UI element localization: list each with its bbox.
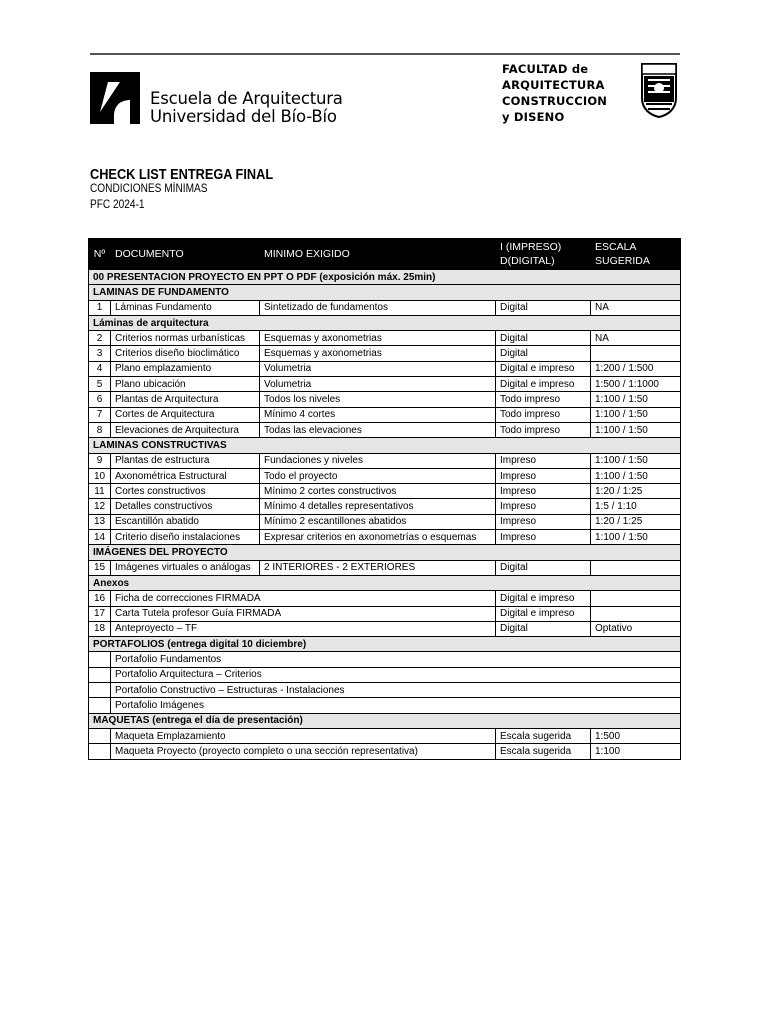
- row-documento: Criterios normas urbanísticas: [111, 331, 260, 346]
- row-escala: 1:500: [591, 728, 681, 743]
- row-number: [89, 652, 111, 667]
- row-number: [89, 698, 111, 713]
- row-formato: Digital: [496, 621, 591, 636]
- table-row: [89, 377, 681, 392]
- table-row: [89, 468, 681, 483]
- row-escala: 1:5 / 1:10: [591, 499, 681, 514]
- section-label: Anexos: [89, 575, 681, 590]
- table-row: [89, 331, 681, 346]
- row-formato: Todo impreso: [496, 407, 591, 422]
- university-seal-icon: [640, 62, 678, 118]
- table-row: [89, 667, 681, 682]
- section-label: LAMINAS CONSTRUCTIVAS: [89, 438, 681, 453]
- row-minimo: Volumetria: [260, 377, 496, 392]
- header-minimo: [260, 239, 496, 270]
- row-documento: Detalles constructivos: [111, 499, 260, 514]
- header-minimo-label: MINIMO EXIGIDO: [264, 248, 350, 260]
- row-minimo: Esquemas y axonometrias: [260, 331, 496, 346]
- header-documento: [111, 239, 260, 270]
- row-escala: 1:100 / 1:50: [591, 453, 681, 468]
- row-documento: Plantas de estructura: [111, 453, 260, 468]
- row-escala: 1:100: [591, 744, 681, 759]
- school-logo-icon: [90, 72, 140, 124]
- row-formato: Digital: [496, 560, 591, 575]
- row-number: [89, 744, 111, 759]
- row-minimo: Todo el proyecto: [260, 468, 496, 483]
- row-formato: Todo impreso: [496, 392, 591, 407]
- table-row: [89, 591, 681, 606]
- row-formato: Digital: [496, 300, 591, 315]
- row-documento: Plantas de Arquitectura: [111, 392, 260, 407]
- row-formato: Digital e impreso: [496, 361, 591, 376]
- row-escala: 1:500 / 1:1000: [591, 377, 681, 392]
- row-escala: NA: [591, 331, 681, 346]
- faculty-line4: y DISENO: [502, 110, 565, 124]
- row-minimo: Mínimo 2 cortes constructivos: [260, 484, 496, 499]
- row-escala: NA: [591, 300, 681, 315]
- row-documento: Portafolio Constructivo – Estructuras - Instalaciones: [111, 683, 681, 698]
- row-number: 6: [89, 392, 111, 407]
- school-name-line1: Escuela de Arquitectura: [150, 89, 343, 108]
- row-minimo: Todas las elevaciones: [260, 422, 496, 437]
- row-formato: Impreso: [496, 453, 591, 468]
- row-number: 12: [89, 499, 111, 514]
- section-label: LAMINAS DE FUNDAMENTO: [89, 285, 681, 300]
- table-row: [89, 530, 681, 545]
- table-row: [89, 652, 681, 667]
- row-escala: [591, 560, 681, 575]
- table-row: [89, 744, 681, 759]
- row-documento: Escantillón abatido: [111, 514, 260, 529]
- row-minimo: Expresar criterios en axonometrías o esquemas: [260, 530, 496, 545]
- row-formato: Todo impreso: [496, 422, 591, 437]
- row-escala: [591, 346, 681, 361]
- row-number: 18: [89, 621, 111, 636]
- header-documento-label: DOCUMENTO: [115, 248, 184, 260]
- section-label: IMÁGENES DEL PROYECTO: [89, 545, 681, 560]
- row-number: [89, 667, 111, 682]
- table-row: [89, 621, 681, 636]
- row-documento: Maqueta Proyecto (proyecto completo o una sección representativa): [111, 744, 496, 759]
- row-number: [89, 683, 111, 698]
- table-row: [89, 392, 681, 407]
- school-name-line2: Universidad del Bío-Bío: [150, 107, 337, 126]
- header-formato-line1: I (IMPRESO): [500, 241, 562, 253]
- row-escala: [591, 591, 681, 606]
- table-row: [89, 683, 681, 698]
- header-rule: [90, 53, 680, 55]
- checklist-table: [88, 238, 681, 760]
- table-row: [89, 484, 681, 499]
- table-row: [89, 453, 681, 468]
- table-row: [89, 407, 681, 422]
- row-formato: Digital: [496, 331, 591, 346]
- row-documento: Portafolio Arquitectura – Criterios: [111, 667, 681, 682]
- row-number: 8: [89, 422, 111, 437]
- header-num: [89, 239, 111, 270]
- section-row: [89, 545, 681, 560]
- section-label: Láminas de arquitectura: [89, 315, 681, 330]
- table-row: [89, 606, 681, 621]
- table-row: [89, 346, 681, 361]
- header-escala-line1: ESCALA: [595, 241, 637, 253]
- row-number: 17: [89, 606, 111, 621]
- row-number: 9: [89, 453, 111, 468]
- row-escala: 1:100 / 1:50: [591, 392, 681, 407]
- row-formato: Impreso: [496, 468, 591, 483]
- row-minimo: Todos los niveles: [260, 392, 496, 407]
- section-row: [89, 575, 681, 590]
- row-number: 13: [89, 514, 111, 529]
- row-escala: [591, 606, 681, 621]
- row-formato: Impreso: [496, 499, 591, 514]
- row-number: 3: [89, 346, 111, 361]
- row-minimo: Fundaciones y niveles: [260, 453, 496, 468]
- row-formato: Digital: [496, 346, 591, 361]
- row-formato: Digital e impreso: [496, 591, 591, 606]
- header-escala: [591, 239, 681, 270]
- row-number: 16: [89, 591, 111, 606]
- section-row: [89, 713, 681, 728]
- row-minimo: Mínimo 4 detalles representativos: [260, 499, 496, 514]
- section-row: [89, 438, 681, 453]
- row-escala: Optativo: [591, 621, 681, 636]
- table-row: [89, 499, 681, 514]
- section-label: 00 PRESENTACION PROYECTO EN PPT O PDF (exposición máx. 25min): [89, 270, 681, 285]
- row-documento: Portafolio Imágenes: [111, 698, 681, 713]
- row-formato: Escala sugerida: [496, 728, 591, 743]
- row-minimo: Mínimo 2 escantillones abatidos: [260, 514, 496, 529]
- row-number: 4: [89, 361, 111, 376]
- row-documento: Maqueta Emplazamiento: [111, 728, 496, 743]
- row-number: 2: [89, 331, 111, 346]
- table-row: [89, 422, 681, 437]
- row-documento: Criterio diseño instalaciones: [111, 530, 260, 545]
- document-subtitle: CONDICIONES MÍNIMAS: [90, 183, 208, 195]
- row-number: 14: [89, 530, 111, 545]
- row-formato: Impreso: [496, 514, 591, 529]
- header-formato: [496, 239, 591, 270]
- row-documento: Portafolio Fundamentos: [111, 652, 681, 667]
- row-number: 1: [89, 300, 111, 315]
- row-documento: Criterios diseño bioclimático: [111, 346, 260, 361]
- row-escala: 1:20 / 1:25: [591, 514, 681, 529]
- row-documento: Anteproyecto – TF: [111, 621, 496, 636]
- table-row: [89, 361, 681, 376]
- row-escala: 1:100 / 1:50: [591, 468, 681, 483]
- row-documento: Axonométrica Estructural: [111, 468, 260, 483]
- row-number: [89, 728, 111, 743]
- row-number: 7: [89, 407, 111, 422]
- section-row: [89, 270, 681, 285]
- document-period: PFC 2024-1: [90, 199, 145, 211]
- row-documento: Cortes constructivos: [111, 484, 260, 499]
- table-row: [89, 514, 681, 529]
- table-row: [89, 698, 681, 713]
- row-formato: Digital e impreso: [496, 606, 591, 621]
- row-number: 10: [89, 468, 111, 483]
- row-documento: Elevaciones de Arquitectura: [111, 422, 260, 437]
- document-title: CHECK LIST ENTREGA FINAL: [90, 167, 274, 183]
- section-row: [89, 637, 681, 652]
- row-minimo: Volumetria: [260, 361, 496, 376]
- row-documento: Ficha de correcciones FIRMADA: [111, 591, 496, 606]
- row-minimo: Sintetizado de fundamentos: [260, 300, 496, 315]
- section-row: [89, 285, 681, 300]
- row-number: 5: [89, 377, 111, 392]
- header-num-label: Nº: [93, 248, 106, 260]
- school-name: [150, 90, 343, 126]
- row-formato: Digital e impreso: [496, 377, 591, 392]
- row-minimo: Mínimo 4 cortes: [260, 407, 496, 422]
- row-documento: Imágenes virtuales o análogas: [111, 560, 260, 575]
- section-label: PORTAFOLIOS (entrega digital 10 diciembre): [89, 637, 681, 652]
- table-row: [89, 300, 681, 315]
- row-documento: Láminas Fundamento: [111, 300, 260, 315]
- section-label: MAQUETAS (entrega el día de presentación): [89, 713, 681, 728]
- row-minimo: 2 INTERIORES - 2 EXTERIORES: [260, 560, 496, 575]
- row-minimo: Esquemas y axonometrias: [260, 346, 496, 361]
- table-row: [89, 728, 681, 743]
- row-escala: 1:20 / 1:25: [591, 484, 681, 499]
- row-documento: Plano ubicación: [111, 377, 260, 392]
- section-row: [89, 315, 681, 330]
- row-formato: Impreso: [496, 484, 591, 499]
- faculty-line1: FACULTAD de: [502, 62, 589, 76]
- table-header-row: [89, 239, 681, 270]
- row-documento: Carta Tutela profesor Guía FIRMADA: [111, 606, 496, 621]
- row-number: 15: [89, 560, 111, 575]
- row-escala: 1:100 / 1:50: [591, 422, 681, 437]
- faculty-line2: ARQUITECTURA: [502, 78, 605, 92]
- row-escala: 1:200 / 1:500: [591, 361, 681, 376]
- faculty-line3: CONSTRUCCION: [502, 94, 608, 108]
- faculty-name: [502, 61, 607, 125]
- header-escala-line2: SUGERIDA: [595, 255, 650, 267]
- row-formato: Impreso: [496, 530, 591, 545]
- row-escala: 1:100 / 1:50: [591, 407, 681, 422]
- row-documento: Plano emplazamiento: [111, 361, 260, 376]
- checklist-body: [89, 270, 681, 760]
- row-number: 11: [89, 484, 111, 499]
- row-documento: Cortes de Arquitectura: [111, 407, 260, 422]
- header-formato-line2: D(DIGITAL): [500, 255, 555, 267]
- table-row: [89, 560, 681, 575]
- row-escala: 1:100 / 1:50: [591, 530, 681, 545]
- row-formato: Escala sugerida: [496, 744, 591, 759]
